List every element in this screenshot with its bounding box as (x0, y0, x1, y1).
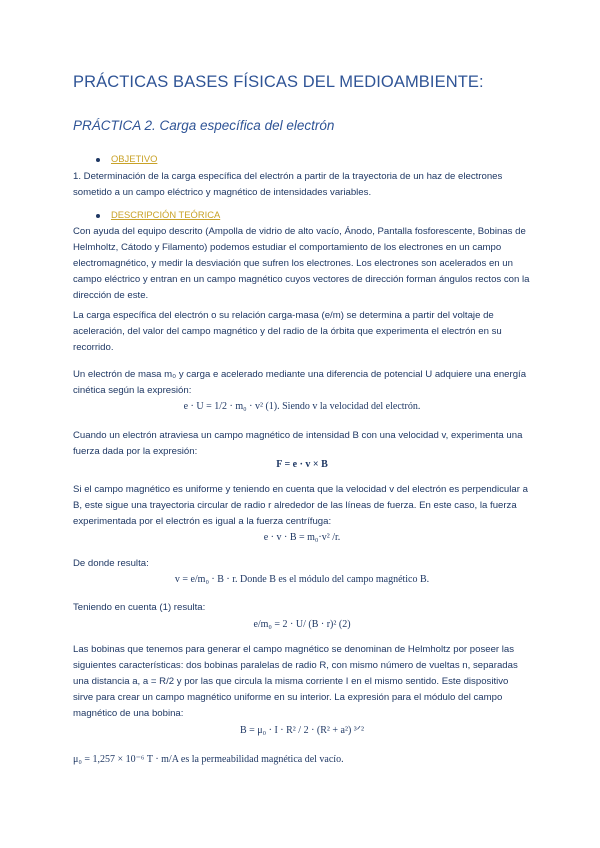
objetivo-text: 1. Determinación de la carga específica del electrón a partir de la trayectoria de un haz de electrones sometido a un campo eléctrico y magnético de intensidades variables. (73, 171, 503, 198)
teorica-paragraph-8: Las bobinas que tenemos para generar el campo magnético se denominan de Helmholtz por poseer las siguientes características: dos bobinas paralelas de radio R, con mismo número de vueltas n, separadas una distancia a, a = R/2 y por las que circula la misma corriente I en el mismo sentido. Este dispositivo sirve para crear un campo magnético uniforme en su interior. La expresión para el módulo del campo magnético de una bobina: (73, 644, 518, 719)
teorica-paragraph-4: Cuando un electrón atraviesa un campo magnético de intensidad B con una velocidad v, experimenta una fuerza dada por la expresión: (73, 430, 523, 457)
formula-specific-charge: e/m₀ = 2 · U/ (B · r)² (2) (253, 619, 351, 630)
teorica-paragraph-7: Teniendo en cuenta (1) resulta: (73, 602, 206, 613)
practice-subtitle: PRÁCTICA 2. Carga específica del electrón (73, 118, 335, 133)
teorica-paragraph-3: Un electrón de masa m₀ y carga e acelerado mediante una diferencia de potencial U adquiere una energía cinética según la expresión: (73, 369, 527, 396)
bullet-icon (96, 214, 100, 218)
formula-velocity: v = e/m₀ · B · r. Donde B es el módulo del campo magnético B. (174, 574, 430, 585)
teorica-paragraph-6: De donde resulta: (73, 558, 149, 569)
document-title: PRÁCTICAS BASES FÍSICAS DEL MEDIOAMBIENTE: (73, 73, 484, 91)
teorica-paragraph-5: Si el campo magnético es uniforme y teniendo en cuenta que la velocidad v del electrón es perpendicular a B, este sigue una trayectoria circular de radio r alrededor de las líneas de fuerza. En este caso, la fuerza experimentada por el electrón es igual a la fuerza centrífuga: (73, 484, 528, 527)
formula-force: F = e · v × B (276, 459, 328, 470)
bullet-icon (96, 158, 100, 162)
section-heading-teorica: DESCRIPCIÓN TEÓRICA (111, 209, 221, 220)
formula-magnetic-field: B = μ₀ · I · R² / 2 · (R² + a²) ³ᐟ² (239, 725, 365, 736)
teorica-paragraph-1: Con ayuda del equipo descrito (Ampolla de vidrio de alto vacío, Ánodo, Pantalla fosforescente, Bobinas de Helmholtz, Cátodo y Filamento) podemos estudiar el comportamiento de los electrones en un campo electromagnético, y medir la desviación que sufren los electrones. Los electrones son acelerados en un campo eléctrico y entran en un campo magnético cuyos vectores de dirección forman ángulos rectos con la dirección de este. (73, 226, 530, 301)
formula-centrifugal: e · v · B = m₀·v² /r. (263, 532, 341, 543)
teorica-paragraph-2: La carga específica del electrón o su relación carga-masa (e/m) se determina a partir del voltaje de aceleración, del valor del campo magnético y del radio de la órbita que experimenta el electrón en su recorrido. (73, 310, 502, 353)
permeability-note: μ₀ = 1,257 × 10⁻⁶ T · m/A es la permeabilidad magnética del vacío. (73, 754, 344, 765)
section-heading-objetivo: OBJETIVO (111, 153, 158, 164)
formula-energy: e · U = 1/2 · m₀ · v² (1). Siendo v la velocidad del electrón. (183, 401, 421, 412)
